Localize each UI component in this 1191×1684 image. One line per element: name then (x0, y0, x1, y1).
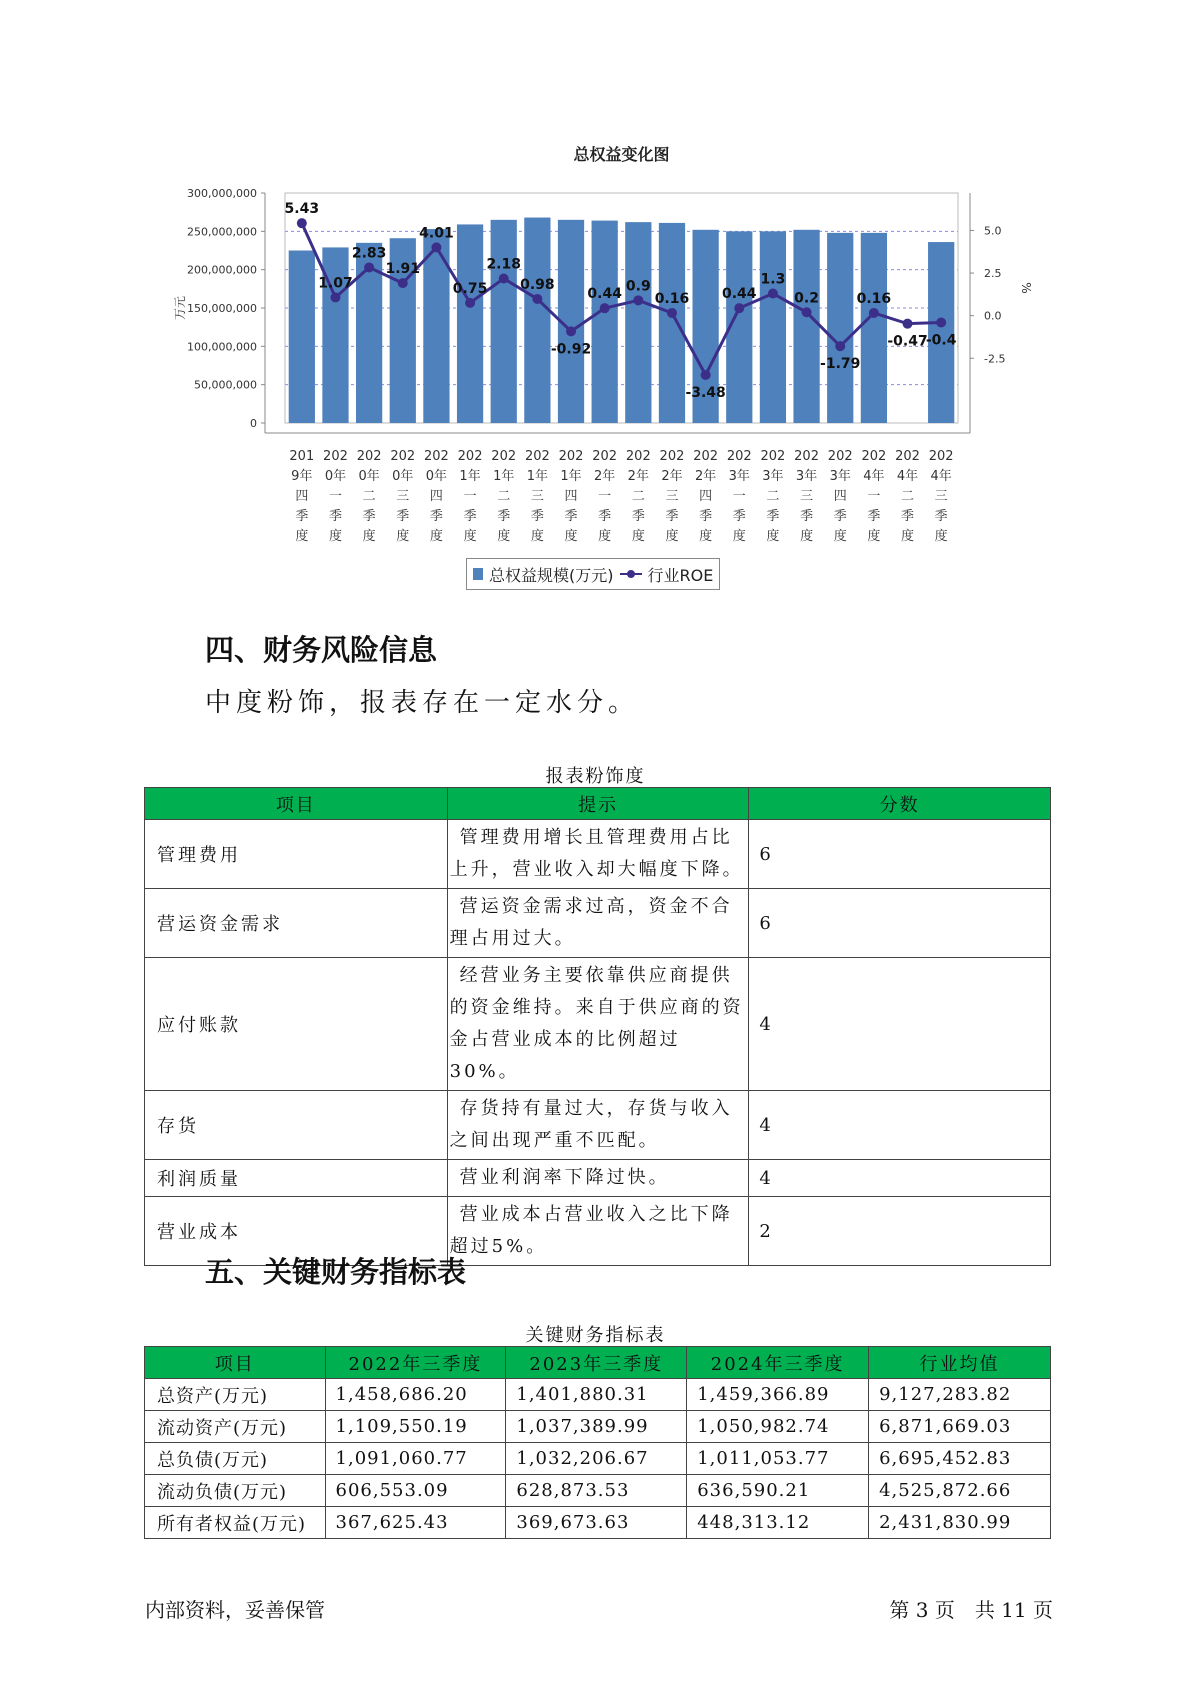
chart-right-tick-label: 5.0 (984, 224, 1002, 238)
chart-x-tick-label: 季 (766, 509, 780, 524)
chart-x-tick-label: 一 (598, 489, 612, 504)
kpi-header-item: 项目 (145, 1347, 326, 1379)
chart-roe-data-label: 0.75 (452, 280, 488, 297)
kpi-cell: 1,458,686.20 (325, 1379, 506, 1411)
chart-roe-data-label: 0.2 (794, 290, 819, 307)
chart-x-tick-label: 季 (833, 509, 847, 524)
chart-roe-point (532, 294, 542, 304)
chart-roe-point (633, 295, 643, 305)
kpi-cell: 流动负债(万元) (145, 1475, 326, 1507)
chart-roe-point (398, 278, 408, 288)
kpi-header-2023q3: 2023年三季度 (506, 1347, 687, 1379)
kpi-cell: 1,091,060.77 (325, 1443, 506, 1475)
risk-item: 管理费用 (145, 820, 448, 889)
chart-bar (524, 218, 550, 423)
chart-x-tick-label: 一 (732, 489, 746, 504)
chart-x-tick-label: 季 (497, 509, 511, 524)
legend-bar-label: 总权益规模(万元) (489, 565, 614, 585)
chart-left-tick-label: 200,000,000 (187, 263, 257, 277)
chart-x-tick-label: 三 (396, 489, 410, 504)
chart-x-tick-label: 度 (833, 529, 847, 544)
chart-x-tick-label: 四 (429, 489, 443, 504)
risk-score: 4 (749, 1091, 1051, 1160)
chart-roe-data-label: 0.98 (520, 276, 555, 293)
chart-x-tick-label: 4年 (896, 469, 919, 484)
chart-x-tick-label: 度 (328, 529, 342, 544)
kpi-cell: 606,553.09 (325, 1475, 506, 1507)
chart-x-tick-label: 202 (558, 449, 584, 464)
risk-hint: 营运资金需求过高，资金不合理占用过大。 (447, 889, 749, 958)
chart-x-tick-label: 季 (732, 509, 746, 524)
risk-header-item: 项目 (145, 788, 448, 820)
chart-x-tick-label: 202 (356, 449, 382, 464)
section5-heading: 五、关键财务指标表 (205, 1255, 467, 1289)
chart-bar (861, 233, 887, 423)
chart-right-tick-label: -2.5 (984, 352, 1006, 366)
chart-roe-point (734, 303, 744, 313)
kpi-cell: 2,431,830.99 (869, 1507, 1051, 1539)
chart-roe-point (903, 319, 913, 329)
chart-roe-data-label: 0.44 (722, 286, 757, 303)
table-row (145, 1443, 1051, 1475)
chart-x-tick-label: 2年 (594, 469, 616, 484)
chart-x-tick-label: 一 (867, 489, 881, 504)
footer-page-number: 第 3 页 共 11 页 (889, 1598, 1053, 1622)
chart-roe-data-label: 1.3 (760, 271, 786, 288)
chart-x-tick-label: 四 (564, 489, 578, 504)
chart-roe-point (499, 274, 509, 284)
kpi-cell: 6,871,669.03 (869, 1411, 1051, 1443)
risk-hint: 营业成本占营业收入之比下降超过5%。 (447, 1197, 749, 1266)
chart-roe-point (465, 298, 475, 308)
chart-x-tick-label: 202 (895, 449, 920, 464)
chart-legend (466, 558, 720, 590)
chart-x-tick-label: 度 (934, 529, 948, 544)
chart-x-tick-label: 202 (323, 449, 348, 464)
kpi-table-caption: 关键财务指标表 (525, 1325, 666, 1346)
kpi-cell: 1,050,982.74 (687, 1411, 869, 1443)
risk-table (144, 787, 1051, 1266)
chart-x-tick-label: 202 (457, 449, 483, 464)
chart-bar (760, 231, 786, 423)
chart-x-tick-label: 一 (463, 489, 477, 504)
chart-x-tick-label: 202 (424, 449, 449, 464)
chart-x-tick-label: 4年 (930, 469, 952, 484)
chart-x-tick-label: 季 (530, 509, 544, 524)
kpi-cell: 636,590.21 (687, 1475, 869, 1507)
table-row (145, 889, 1051, 958)
chart-x-tick-label: 202 (693, 449, 719, 464)
kpi-cell: 628,873.53 (506, 1475, 687, 1507)
chart-bar (827, 233, 853, 423)
kpi-cell: 1,011,053.77 (687, 1443, 869, 1475)
chart-x-tick-label: 2年 (627, 469, 649, 484)
risk-item: 利润质量 (145, 1160, 448, 1197)
chart-x-tick-label: 季 (564, 509, 578, 524)
chart-x-tick-label: 202 (794, 449, 819, 464)
chart-roe-point (566, 326, 576, 336)
chart-x-tick-label: 1年 (526, 469, 549, 484)
chart-x-tick-label: 季 (665, 509, 679, 524)
chart-left-tick-label: 50,000,000 (194, 378, 257, 392)
chart-x-tick-label: 三 (665, 489, 679, 504)
kpi-cell: 1,401,880.31 (506, 1379, 687, 1411)
chart-bar (793, 230, 819, 423)
equity-chart-svg (150, 140, 1050, 600)
chart-x-tick-label: 二 (631, 489, 645, 504)
risk-score: 6 (749, 889, 1051, 958)
chart-x-tick-label: 度 (800, 529, 814, 544)
kpi-cell: 4,525,872.66 (869, 1475, 1051, 1507)
chart-x-tick-label: 四 (833, 489, 847, 504)
chart-roe-point (297, 218, 307, 228)
footer-confidential: 内部资料，妥善保管 (145, 1598, 325, 1622)
kpi-cell: 总负债(万元) (145, 1443, 326, 1475)
section4-heading: 四、财务风险信息 (205, 633, 438, 667)
kpi-header-2022q3: 2022年三季度 (325, 1347, 506, 1379)
chart-roe-data-label: -1.79 (820, 356, 861, 373)
chart-roe-data-label: 2.18 (486, 256, 521, 273)
chart-roe-data-label: 0.16 (856, 290, 892, 307)
chart-x-tick-label: 202 (491, 449, 517, 464)
chart-roe-point (330, 292, 340, 302)
chart-roe-point (667, 308, 677, 318)
chart-roe-point (600, 303, 610, 313)
risk-item: 营运资金需求 (145, 889, 448, 958)
chart-bar (625, 222, 651, 423)
table-row (145, 958, 1051, 1091)
risk-score: 4 (749, 1160, 1051, 1197)
chart-left-tick-label: 250,000,000 (187, 225, 257, 239)
chart-x-tick-label: 季 (631, 509, 645, 524)
chart-roe-data-label: 0.16 (654, 290, 690, 307)
kpi-table-header (145, 1347, 1051, 1379)
chart-x-tick-label: 202 (861, 449, 887, 464)
kpi-cell: 1,109,550.19 (325, 1411, 506, 1443)
chart-x-tick-label: 3年 (728, 469, 750, 484)
kpi-cell: 总资产(万元) (145, 1379, 326, 1411)
table-row (145, 1379, 1051, 1411)
chart-x-tick-label: 202 (524, 449, 550, 464)
chart-x-tick-label: 度 (564, 529, 578, 544)
risk-table-caption: 报表粉饰度 (545, 766, 646, 787)
legend-line-label: 行业ROE (647, 565, 714, 585)
kpi-cell: 所有者权益(万元) (145, 1507, 326, 1539)
chart-x-tick-label: 3年 (762, 469, 784, 484)
chart-roe-data-label: 5.43 (284, 201, 320, 218)
kpi-header-2024q3: 2024年三季度 (687, 1347, 869, 1379)
risk-score: 2 (749, 1197, 1051, 1266)
chart-x-tick-label: 0年 (425, 469, 448, 484)
chart-roe-data-label: 4.01 (419, 225, 454, 242)
chart-x-tick-label: 1年 (560, 469, 582, 484)
chart-roe-point (835, 341, 845, 351)
legend-bar-swatch (473, 568, 483, 580)
chart-left-tick-label: 150,000,000 (187, 302, 257, 315)
kpi-cell: 流动资产(万元) (145, 1411, 326, 1443)
chart-roe-point (364, 262, 374, 272)
chart-x-tick-label: 4年 (863, 469, 885, 484)
chart-x-tick-label: 202 (592, 449, 618, 464)
chart-roe-data-label: -3.48 (685, 384, 726, 401)
chart-x-tick-label: 季 (429, 509, 443, 524)
chart-x-tick-label: 季 (699, 509, 713, 524)
kpi-cell: 1,032,206.67 (506, 1443, 687, 1475)
chart-x-tick-label: 季 (362, 509, 376, 524)
chart-right-axis-label: % (1019, 282, 1033, 294)
chart-x-tick-label: 202 (726, 449, 752, 464)
chart-roe-data-label: -0.4 (925, 332, 957, 349)
chart-roe-data-label: 1.07 (318, 275, 353, 292)
chart-x-tick-label: 三 (934, 489, 948, 504)
risk-item: 营业成本 (145, 1197, 448, 1266)
chart-x-tick-label: 四 (699, 489, 713, 504)
chart-x-tick-label: 度 (463, 529, 477, 544)
chart-roe-point (768, 289, 778, 299)
chart-roe-point (802, 307, 812, 317)
chart-roe-data-label: 0.44 (587, 286, 622, 303)
chart-x-tick-label: 季 (901, 509, 915, 524)
chart-x-tick-label: 度 (631, 529, 645, 544)
table-row (145, 1475, 1051, 1507)
chart-x-tick-label: 2年 (694, 469, 717, 484)
chart-x-tick-label: 季 (328, 509, 342, 524)
chart-roe-point (701, 370, 711, 380)
risk-item: 应付账款 (145, 958, 448, 1091)
chart-x-tick-label: 三 (800, 489, 814, 504)
risk-hint: 营业利润率下降过快。 (447, 1160, 749, 1197)
chart-x-tick-label: 1年 (459, 469, 481, 484)
risk-header-score: 分数 (749, 788, 1051, 820)
chart-title: 总权益变化图 (573, 145, 670, 164)
chart-bar (659, 223, 685, 423)
chart-x-tick-label: 季 (598, 509, 612, 524)
chart-x-tick-label: 度 (598, 529, 612, 544)
risk-hint: 经营业务主要依靠供应商提供的资金维持。来自于供应商的资金占营业成本的比例超过30%。 (447, 958, 749, 1091)
kpi-header-industry-avg: 行业均值 (869, 1347, 1051, 1379)
kpi-cell: 1,459,366.89 (687, 1379, 869, 1411)
chart-x-tick-label: 度 (362, 529, 376, 544)
chart-roe-point (936, 317, 946, 327)
chart-x-tick-label: 三 (530, 489, 544, 504)
chart-roe-data-label: 1.91 (385, 261, 421, 278)
chart-x-tick-label: 202 (760, 449, 786, 464)
chart-left-tick-label: 300,000,000 (187, 187, 257, 200)
chart-x-tick-label: 一 (328, 489, 342, 504)
chart-x-tick-label: 度 (295, 529, 309, 544)
chart-bar (592, 221, 618, 423)
chart-x-tick-label: 二 (497, 489, 511, 504)
chart-roe-data-label: 2.83 (351, 245, 387, 262)
chart-x-tick-label: 度 (766, 529, 780, 544)
chart-x-tick-label: 度 (867, 529, 881, 544)
table-row (145, 820, 1051, 889)
chart-x-tick-label: 度 (530, 529, 544, 544)
chart-x-tick-label: 202 (625, 449, 651, 464)
risk-score: 4 (749, 958, 1051, 1091)
chart-x-tick-label: 度 (732, 529, 746, 544)
chart-x-tick-label: 9年 (291, 469, 313, 484)
chart-x-tick-label: 3年 (795, 469, 818, 484)
chart-x-tick-label: 0年 (358, 469, 380, 484)
chart-roe-point (869, 308, 879, 318)
chart-x-tick-label: 1年 (493, 469, 515, 484)
chart-x-tick-label: 度 (396, 529, 410, 544)
chart-x-tick-label: 度 (665, 529, 679, 544)
chart-x-tick-label: 四 (295, 489, 309, 504)
chart-x-tick-label: 2年 (661, 469, 683, 484)
risk-hint: 存货持有量过大，存货与收入之间出现严重不匹配。 (447, 1091, 749, 1160)
chart-x-tick-label: 季 (934, 509, 948, 524)
chart-x-tick-label: 202 (928, 449, 954, 464)
chart-roe-point (431, 242, 441, 252)
equity-chart (150, 140, 1050, 600)
chart-x-tick-label: 季 (463, 509, 477, 524)
chart-x-tick-label: 二 (766, 489, 780, 504)
chart-x-tick-label: 202 (390, 449, 416, 464)
chart-x-tick-label: 202 (659, 449, 685, 464)
table-row (145, 1160, 1051, 1197)
chart-x-tick-label: 二 (901, 489, 915, 504)
chart-x-tick-label: 度 (497, 529, 511, 544)
chart-x-tick-label: 0年 (392, 469, 414, 484)
kpi-table (144, 1346, 1051, 1539)
chart-x-tick-label: 0年 (324, 469, 347, 484)
chart-x-tick-label: 二 (362, 489, 376, 504)
table-row (145, 1507, 1051, 1539)
chart-bar (289, 251, 315, 424)
chart-left-axis-label: 万元 (173, 295, 187, 321)
kpi-cell: 6,695,452.83 (869, 1443, 1051, 1475)
section4-summary: 中度粉饰，报表存在一定水分。 (205, 688, 640, 718)
chart-bar (457, 224, 483, 423)
chart-x-tick-label: 度 (429, 529, 443, 544)
risk-score: 6 (749, 820, 1051, 889)
kpi-cell: 448,313.12 (687, 1507, 869, 1539)
chart-bar (491, 220, 517, 423)
chart-x-tick-label: 季 (396, 509, 410, 524)
risk-table-header (145, 788, 1051, 820)
chart-right-tick-label: 0.0 (984, 309, 1002, 323)
chart-left-tick-label: 100,000,000 (187, 340, 257, 354)
risk-hint: 管理费用增长且管理费用占比上升，营业收入却大幅度下降。 (447, 820, 749, 889)
chart-roe-data-label: -0.47 (887, 333, 928, 350)
kpi-cell: 369,673.63 (506, 1507, 687, 1539)
chart-x-tick-label: 季 (295, 509, 309, 524)
chart-x-tick-label: 度 (901, 529, 915, 544)
chart-x-tick-label: 201 (289, 449, 315, 464)
kpi-cell: 9,127,283.82 (869, 1379, 1051, 1411)
chart-roe-data-label: 0.9 (625, 278, 651, 295)
chart-x-tick-label: 202 (827, 449, 853, 464)
chart-x-tick-label: 度 (699, 529, 713, 544)
table-row (145, 1091, 1051, 1160)
kpi-cell: 367,625.43 (325, 1507, 506, 1539)
chart-x-tick-label: 3年 (829, 469, 851, 484)
chart-left-tick-label: 0 (250, 417, 257, 430)
chart-x-tick-label: 季 (800, 509, 814, 524)
chart-x-tick-label: 季 (867, 509, 881, 524)
kpi-cell: 1,037,389.99 (506, 1411, 687, 1443)
table-row (145, 1411, 1051, 1443)
risk-header-hint: 提示 (447, 788, 749, 820)
chart-roe-data-label: -0.92 (550, 341, 592, 358)
chart-right-tick-label: 2.5 (984, 267, 1002, 281)
risk-item: 存货 (145, 1091, 448, 1160)
legend-line-swatch (620, 568, 642, 580)
